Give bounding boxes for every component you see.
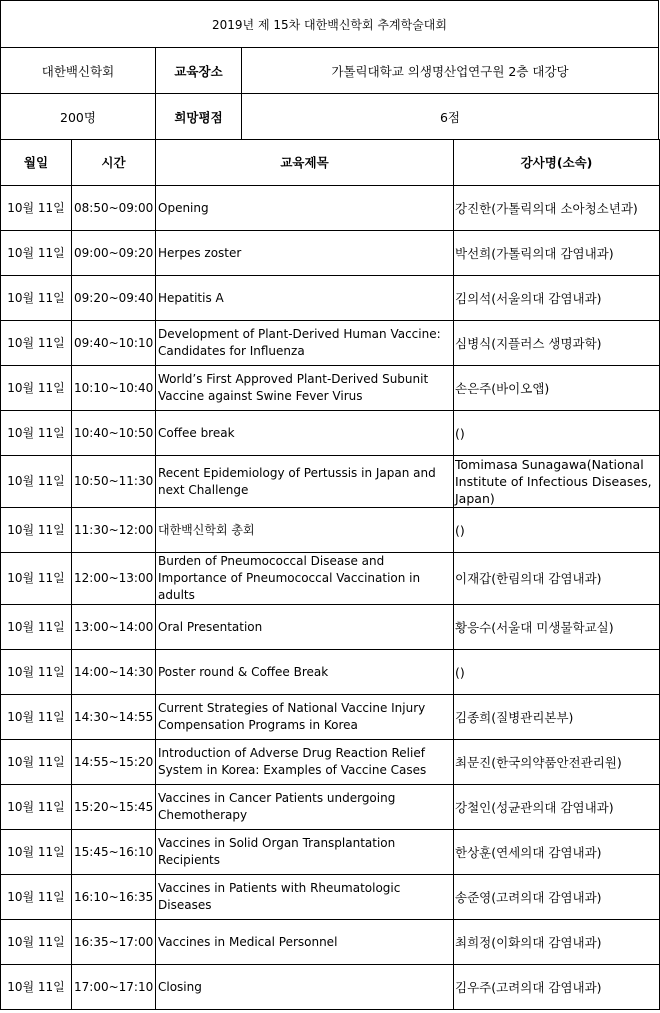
time-cell: 10:40~10:50	[72, 411, 156, 456]
table-row	[1, 605, 660, 650]
speaker-cell: 손은주(바이오앱)	[454, 366, 660, 411]
topic-cell: Poster round & Coffee Break	[156, 650, 454, 695]
speaker-cell: ()	[454, 650, 660, 695]
time-cell: 15:20~15:45	[72, 785, 156, 830]
time-cell: 17:00~17:10	[72, 965, 156, 1010]
time-cell: 09:40~10:10	[72, 321, 156, 366]
table-row	[1, 411, 660, 456]
schedule-body	[1, 186, 660, 1010]
column-header-speaker: 강사명(소속)	[454, 140, 660, 186]
topic-cell: Oral Presentation	[156, 605, 454, 650]
table-row	[1, 920, 660, 965]
time-cell: 16:10~16:35	[72, 875, 156, 920]
date-cell: 10월 11일	[1, 411, 72, 456]
speaker-cell: 최희정(이화의대 감염내과)	[454, 920, 660, 965]
date-cell: 10월 11일	[1, 231, 72, 276]
table-row	[1, 276, 660, 321]
time-cell: 10:10~10:40	[72, 366, 156, 411]
topic-cell: Vaccines in Cancer Patients undergoing Chemotherapy	[156, 785, 454, 830]
topic-cell: Closing	[156, 965, 454, 1010]
speaker-cell: 김종희(질병관리본부)	[454, 695, 660, 740]
date-cell: 10월 11일	[1, 321, 72, 366]
time-cell: 16:35~17:00	[72, 920, 156, 965]
date-cell: 10월 11일	[1, 650, 72, 695]
date-cell: 10월 11일	[1, 456, 72, 508]
topic-cell: Vaccines in Solid Organ Transplantation Recipients	[156, 830, 454, 875]
table-row	[1, 456, 660, 508]
schedule-table	[0, 139, 660, 1010]
score-label: 희망평점	[156, 94, 242, 139]
topic-cell: Vaccines in Patients with Rheumatologic Diseases	[156, 875, 454, 920]
date-cell: 10월 11일	[1, 366, 72, 411]
speaker-cell: 이재갑(한림의대 감염내과)	[454, 553, 660, 605]
time-cell: 14:30~14:55	[72, 695, 156, 740]
speaker-cell: 박선희(가톨릭의대 감염내과)	[454, 231, 660, 276]
time-cell: 11:30~12:00	[72, 508, 156, 553]
time-cell: 14:00~14:30	[72, 650, 156, 695]
venue-value: 가톨릭대학교 의생명산업연구원 2층 대강당	[331, 63, 569, 79]
date-cell: 10월 11일	[1, 276, 72, 321]
time-cell: 14:55~15:20	[72, 740, 156, 785]
speaker-cell: 김우주(고려의대 감염내과)	[454, 965, 660, 1010]
time-cell: 09:00~09:20	[72, 231, 156, 276]
date-cell: 10월 11일	[1, 965, 72, 1010]
date-cell: 10월 11일	[1, 920, 72, 965]
table-row	[1, 650, 660, 695]
time-cell: 12:00~13:00	[72, 553, 156, 605]
table-row	[1, 186, 660, 231]
table-row	[1, 553, 660, 605]
time-cell: 10:50~11:30	[72, 456, 156, 508]
table-row	[1, 740, 660, 785]
table-row	[1, 965, 660, 1010]
page-title: 2019년 제 15차 대한백신학회 추계학술대회	[0, 0, 659, 47]
topic-cell: Recent Epidemiology of Pertussis in Japan and next Challenge	[156, 456, 454, 508]
speaker-cell: 강진한(가톨릭의대 소아청소년과)	[454, 186, 660, 231]
venue-label: 교육장소	[156, 48, 242, 93]
date-cell: 10월 11일	[1, 785, 72, 830]
date-cell: 10월 11일	[1, 695, 72, 740]
info-row-score	[0, 93, 659, 139]
date-cell: 10월 11일	[1, 186, 72, 231]
speaker-cell: 한상훈(연세의대 감염내과)	[454, 830, 660, 875]
table-row	[1, 508, 660, 553]
table-row	[1, 830, 660, 875]
topic-cell: World’s First Approved Plant-Derived Subunit Vaccine against Swine Fever Virus	[156, 366, 454, 411]
topic-cell: Development of Plant-Derived Human Vaccine: Candidates for Influenza	[156, 321, 454, 366]
table-header-row	[1, 140, 660, 186]
topic-cell: Vaccines in Medical Personnel	[156, 920, 454, 965]
table-row	[1, 695, 660, 740]
speaker-cell: 최문진(한국의약품안전관리원)	[454, 740, 660, 785]
column-header-time: 시간	[72, 140, 156, 186]
speaker-cell: Tomimasa Sunagawa(National Institute of Infectious Diseases, Japan)	[454, 456, 660, 508]
date-cell: 10월 11일	[1, 740, 72, 785]
topic-cell: Burden of Pneumococcal Disease and Importance of Pneumococcal Vaccination in adults	[156, 553, 454, 605]
date-cell: 10월 11일	[1, 875, 72, 920]
capacity-cell: 200명	[1, 94, 156, 139]
date-cell: 10월 11일	[1, 508, 72, 553]
table-row	[1, 231, 660, 276]
topic-cell: 대한백신학회 총회	[156, 508, 454, 553]
date-cell: 10월 11일	[1, 830, 72, 875]
time-cell: 08:50~09:00	[72, 186, 156, 231]
topic-cell: Opening	[156, 186, 454, 231]
speaker-cell: 강철인(성균관의대 감염내과)	[454, 785, 660, 830]
speaker-cell: 황응수(서울대 미생물학교실)	[454, 605, 660, 650]
table-row	[1, 875, 660, 920]
speaker-cell: 심병식(지플러스 생명과학)	[454, 321, 660, 366]
time-cell: 13:00~14:00	[72, 605, 156, 650]
speaker-cell: ()	[454, 508, 660, 553]
table-row	[1, 366, 660, 411]
topic-cell: Current Strategies of National Vaccine Injury Compensation Programs in Korea	[156, 695, 454, 740]
topic-cell: Hepatitis A	[156, 276, 454, 321]
time-cell: 15:45~16:10	[72, 830, 156, 875]
speaker-cell: 송준영(고려의대 감염내과)	[454, 875, 660, 920]
time-cell: 09:20~09:40	[72, 276, 156, 321]
speaker-cell: 김의석(서울의대 감염내과)	[454, 276, 660, 321]
info-row-venue	[0, 47, 659, 93]
topic-cell: Coffee break	[156, 411, 454, 456]
date-cell: 10월 11일	[1, 605, 72, 650]
table-row	[1, 321, 660, 366]
organizer-cell: 대한백신학회	[1, 48, 156, 93]
column-header-topic: 교육제목	[156, 140, 454, 186]
date-cell: 10월 11일	[1, 553, 72, 605]
topic-cell: Herpes zoster	[156, 231, 454, 276]
topic-cell: Introduction of Adverse Drug Reaction Relief System in Korea: Examples of Vaccine Cases	[156, 740, 454, 785]
table-row	[1, 785, 660, 830]
column-header-date: 월일	[1, 140, 72, 186]
score-value: 6점	[439, 109, 461, 125]
speaker-cell: ()	[454, 411, 660, 456]
